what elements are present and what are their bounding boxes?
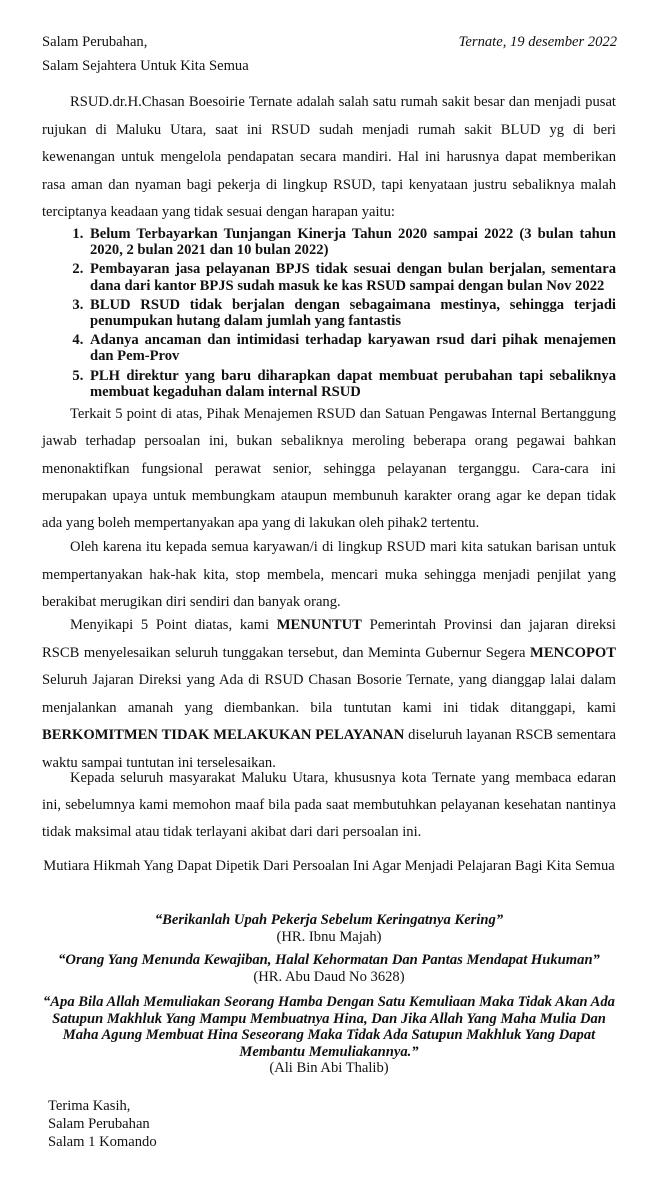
quote-text: “Orang Yang Menunda Kewajiban, Halal Kehormatan Dan Pantas Mendapat Hukuman” — [58, 952, 600, 968]
quote-text: “Berikanlah Upah Pekerja Sebelum Keringatnya Kering” — [154, 912, 504, 928]
complaint-list — [42, 226, 616, 403]
demand-commitment: BERKOMITMEN TIDAK MELAKUKAN PELAYANAN — [42, 727, 405, 744]
greeting-line-1: Salam Perubahan, — [42, 34, 148, 50]
paragraph-2: Terkait 5 point di atas, Pihak Menajemen RSUD dan Satuan Pengawas Internal Bertanggung jawab terhadap persoalan ini, bukan sebaliknya meroling beberapa orang pegawai bahkan menonaktifkan fungsional perawat senior, sehingga pelayanan terganggu. Cara-cara ini merupakan upaya untuk membungkam ataupun membunuh karakter orang agar ke depan tidak ada yang boleh mempertanyakan apa yang di lakukan oleh pihak2 tertentu. — [42, 406, 616, 532]
complaint-item: 2. Pembayaran jasa pelayanan BPJS tidak sesuai dengan bulan berjalan, sementara dana dari kantor BPJS sudah masuk ke kas RSUD sampai dengan bulan Nov 2022 — [87, 261, 616, 293]
demands-text-4: diseluruh layanan RSCB sementara waktu sampai tuntutan ini terselesaikan. — [42, 727, 616, 771]
demands-text-1: Menyikapi 5 Point diatas, kami — [70, 617, 277, 633]
quote-block — [42, 952, 616, 986]
intro-paragraph: RSUD.dr.H.Chasan Boesoirie Ternate adalah salah satu rumah sakit besar dan menjadi pusat rujukan di Maluku Utara, saat ini RSUD sudah menjadi rumah sakit BLUD yg di beri kewenangan untuk mengelola pendapatan secara mandiri. Hal ini harusnya dapat memberikan rasa aman dan nyaman bagi pekerja di lingkup RSUD, tapi kenyataan justru sebaliknya malah terciptanya keadaan yang tidak sesuai dengan harapan yaitu: — [42, 94, 616, 220]
demands-text-3: Seluruh Jajaran Direksi yang Ada di RSUD Chasan Bosorie Ternate, yang dianggap lalai dalam menjalankan amanah yang diembankan. bila tuntutan kami ini tidak ditanggapi, kami — [42, 672, 616, 716]
complaint-item: 3. BLUD RSUD tidak berjalan dengan sebagaimana mestinya, sehingga terjadi penumpukan hutang dalam jumlah yang fantastis — [87, 297, 616, 329]
quote-source: (Ali Bin Abi Thalib) — [269, 1060, 389, 1076]
demands-text-2: Pemerintah Provinsi dan jajaran direksi RSCB menyelesaikan seluruh tunggakan tersebut, dan Meminta Gubernur Segera — [42, 617, 616, 661]
greeting-block — [42, 30, 249, 78]
quote-block — [42, 912, 616, 946]
closing-block — [48, 1097, 157, 1152]
quote-source: (HR. Ibnu Majah) — [276, 928, 382, 945]
closing-line-2: Salam Perubahan — [48, 1116, 150, 1133]
paragraph-3: Oleh karena itu kepada semua karyawan/i di lingkup RSUD mari kita satukan barisan untuk mempertanyakan hak-hak kita, stop membela, mencari muka sehingga menjadi penjilat yang berakibat merugikan diri sendiri dan banyak orang. — [42, 539, 616, 610]
closing-line-3: Salam 1 Komando — [48, 1134, 157, 1151]
paragraph-5: Kepada seluruh masyarakat Maluku Utara, khususnya kota Ternate yang membaca edaran ini, sebelumnya kami memohon maaf bila pada saat membutuhkan pelayanan kesehatan nantinya tidak maksimal atau tidak terlayani akibat dari dari persoalan ini. — [42, 770, 616, 841]
paragraph-demands — [42, 612, 616, 778]
quote-source: (HR. Abu Daud No 3628) — [253, 968, 405, 985]
greeting-line-2: Salam Sejahtera Untuk Kita Semua — [42, 58, 249, 74]
complaint-item: 4. Adanya ancaman dan intimidasi terhadap karyawan rsud dari pihak menajemen dan Pem-Prov — [87, 332, 616, 364]
demand-mencopot: MENCOPOT — [530, 644, 616, 661]
hikmah-title: Mutiara Hikmah Yang Dapat Dipetik Dari Persoalan Ini Agar Menjadi Pelajaran Bagi Kita Semua — [43, 858, 615, 874]
place-date: Ternate, 19 desember 2022 — [458, 34, 617, 50]
complaint-item: 1. Belum Terbayarkan Tunjangan Kinerja Tahun 2020 sampai 2022 (3 bulan tahun 2020, 2 bulan 2021 dan 10 bulan 2022) — [87, 226, 616, 258]
complaint-item: 5. PLH direktur yang baru diharapkan dapat membuat perubahan tapi sebaliknya membuat kegaduhan dalam internal RSUD — [87, 368, 616, 400]
closing-line-1: Terima Kasih, — [48, 1098, 131, 1114]
quote-text: “Apa Bila Allah Memuliakan Seorang Hamba Dengan Satu Kemuliaan Maka Tidak Akan Ada Satupun Makhluk Yang Mampu Membuatnya Hina, Dan Jika Allah Yang Maha Mulia Dan Maha Agung Membuat Hina Seseorang Maka Tidak Ada Satupun Makhluk Yang Dapat Membantu Memuliakannya.” — [43, 994, 615, 1060]
demand-menuntut: MENUNTUT — [276, 617, 362, 633]
quote-block — [42, 994, 616, 1077]
